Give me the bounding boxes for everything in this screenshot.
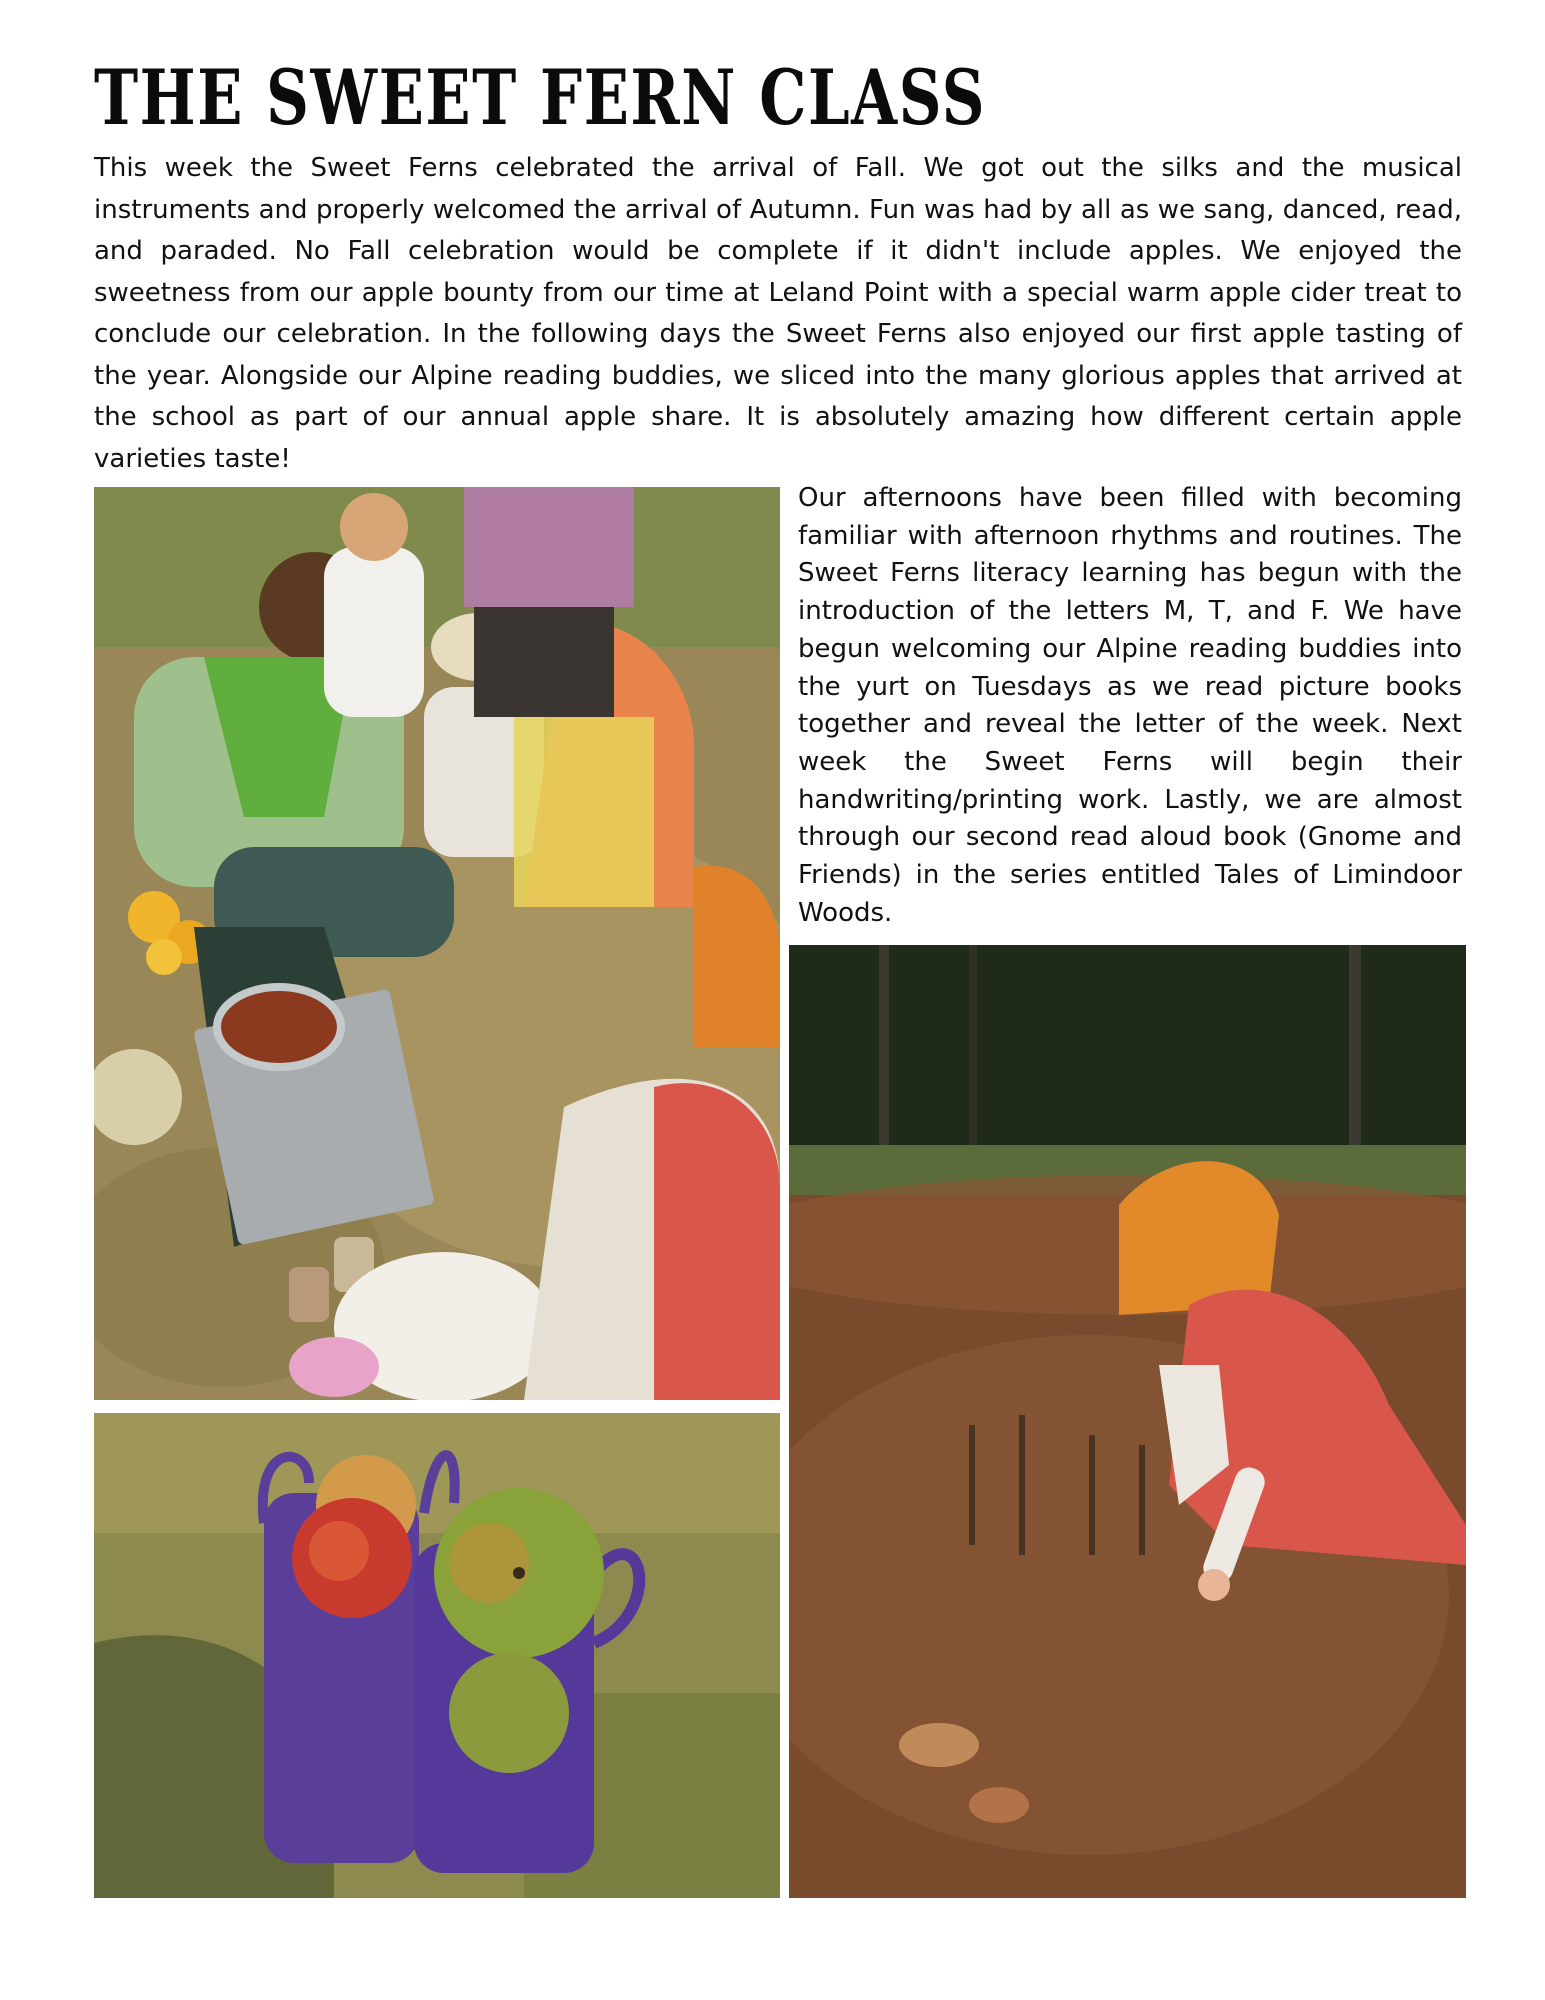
photo-apples-in-bags — [94, 1413, 780, 1898]
photo-child-in-silks — [789, 945, 1466, 1898]
side-paragraph: Our afternoons have been filled with becoming familiar with afternoon rhythms and routines. The Sweet Ferns literacy learning has begun with the introduction of the letters M, T, and F. We have begun welcoming our Alpine reading buddies into the yurt on Tuesdays as we read picture books together and reveal the letter of the week. Next week the Sweet Ferns will begin their handwriting/printing work. Lastly, we are almost through our second read aloud book (Gnome and Friends) in the series entitled Tales of Limindoor Woods. — [798, 483, 1462, 928]
page-title: THE SWEET FERN CLASS — [94, 53, 987, 142]
intro-paragraph: This week the Sweet Ferns celebrated the arrival of Fall. We got out the silks and the musical instruments and properly welcomed the arrival of Autumn. Fun was had by all as we sang, danced, read, and paraded. No Fall celebration would be complete if it didn't include apples. We enjoyed the sweetness from our apple bounty from our time at Leland Point with a special warm apple cider treat to conclude our celebration. In the following days the Sweet Ferns also enjoyed our first apple tasting of the year. Alongside our Alpine reading buddies, we sliced into the many glorious apples that arrived at the school as part of our annual apple share. It is absolutely amazing how different certain apple varieties taste! — [94, 153, 1462, 474]
photo-campstove-circle — [94, 487, 780, 1400]
